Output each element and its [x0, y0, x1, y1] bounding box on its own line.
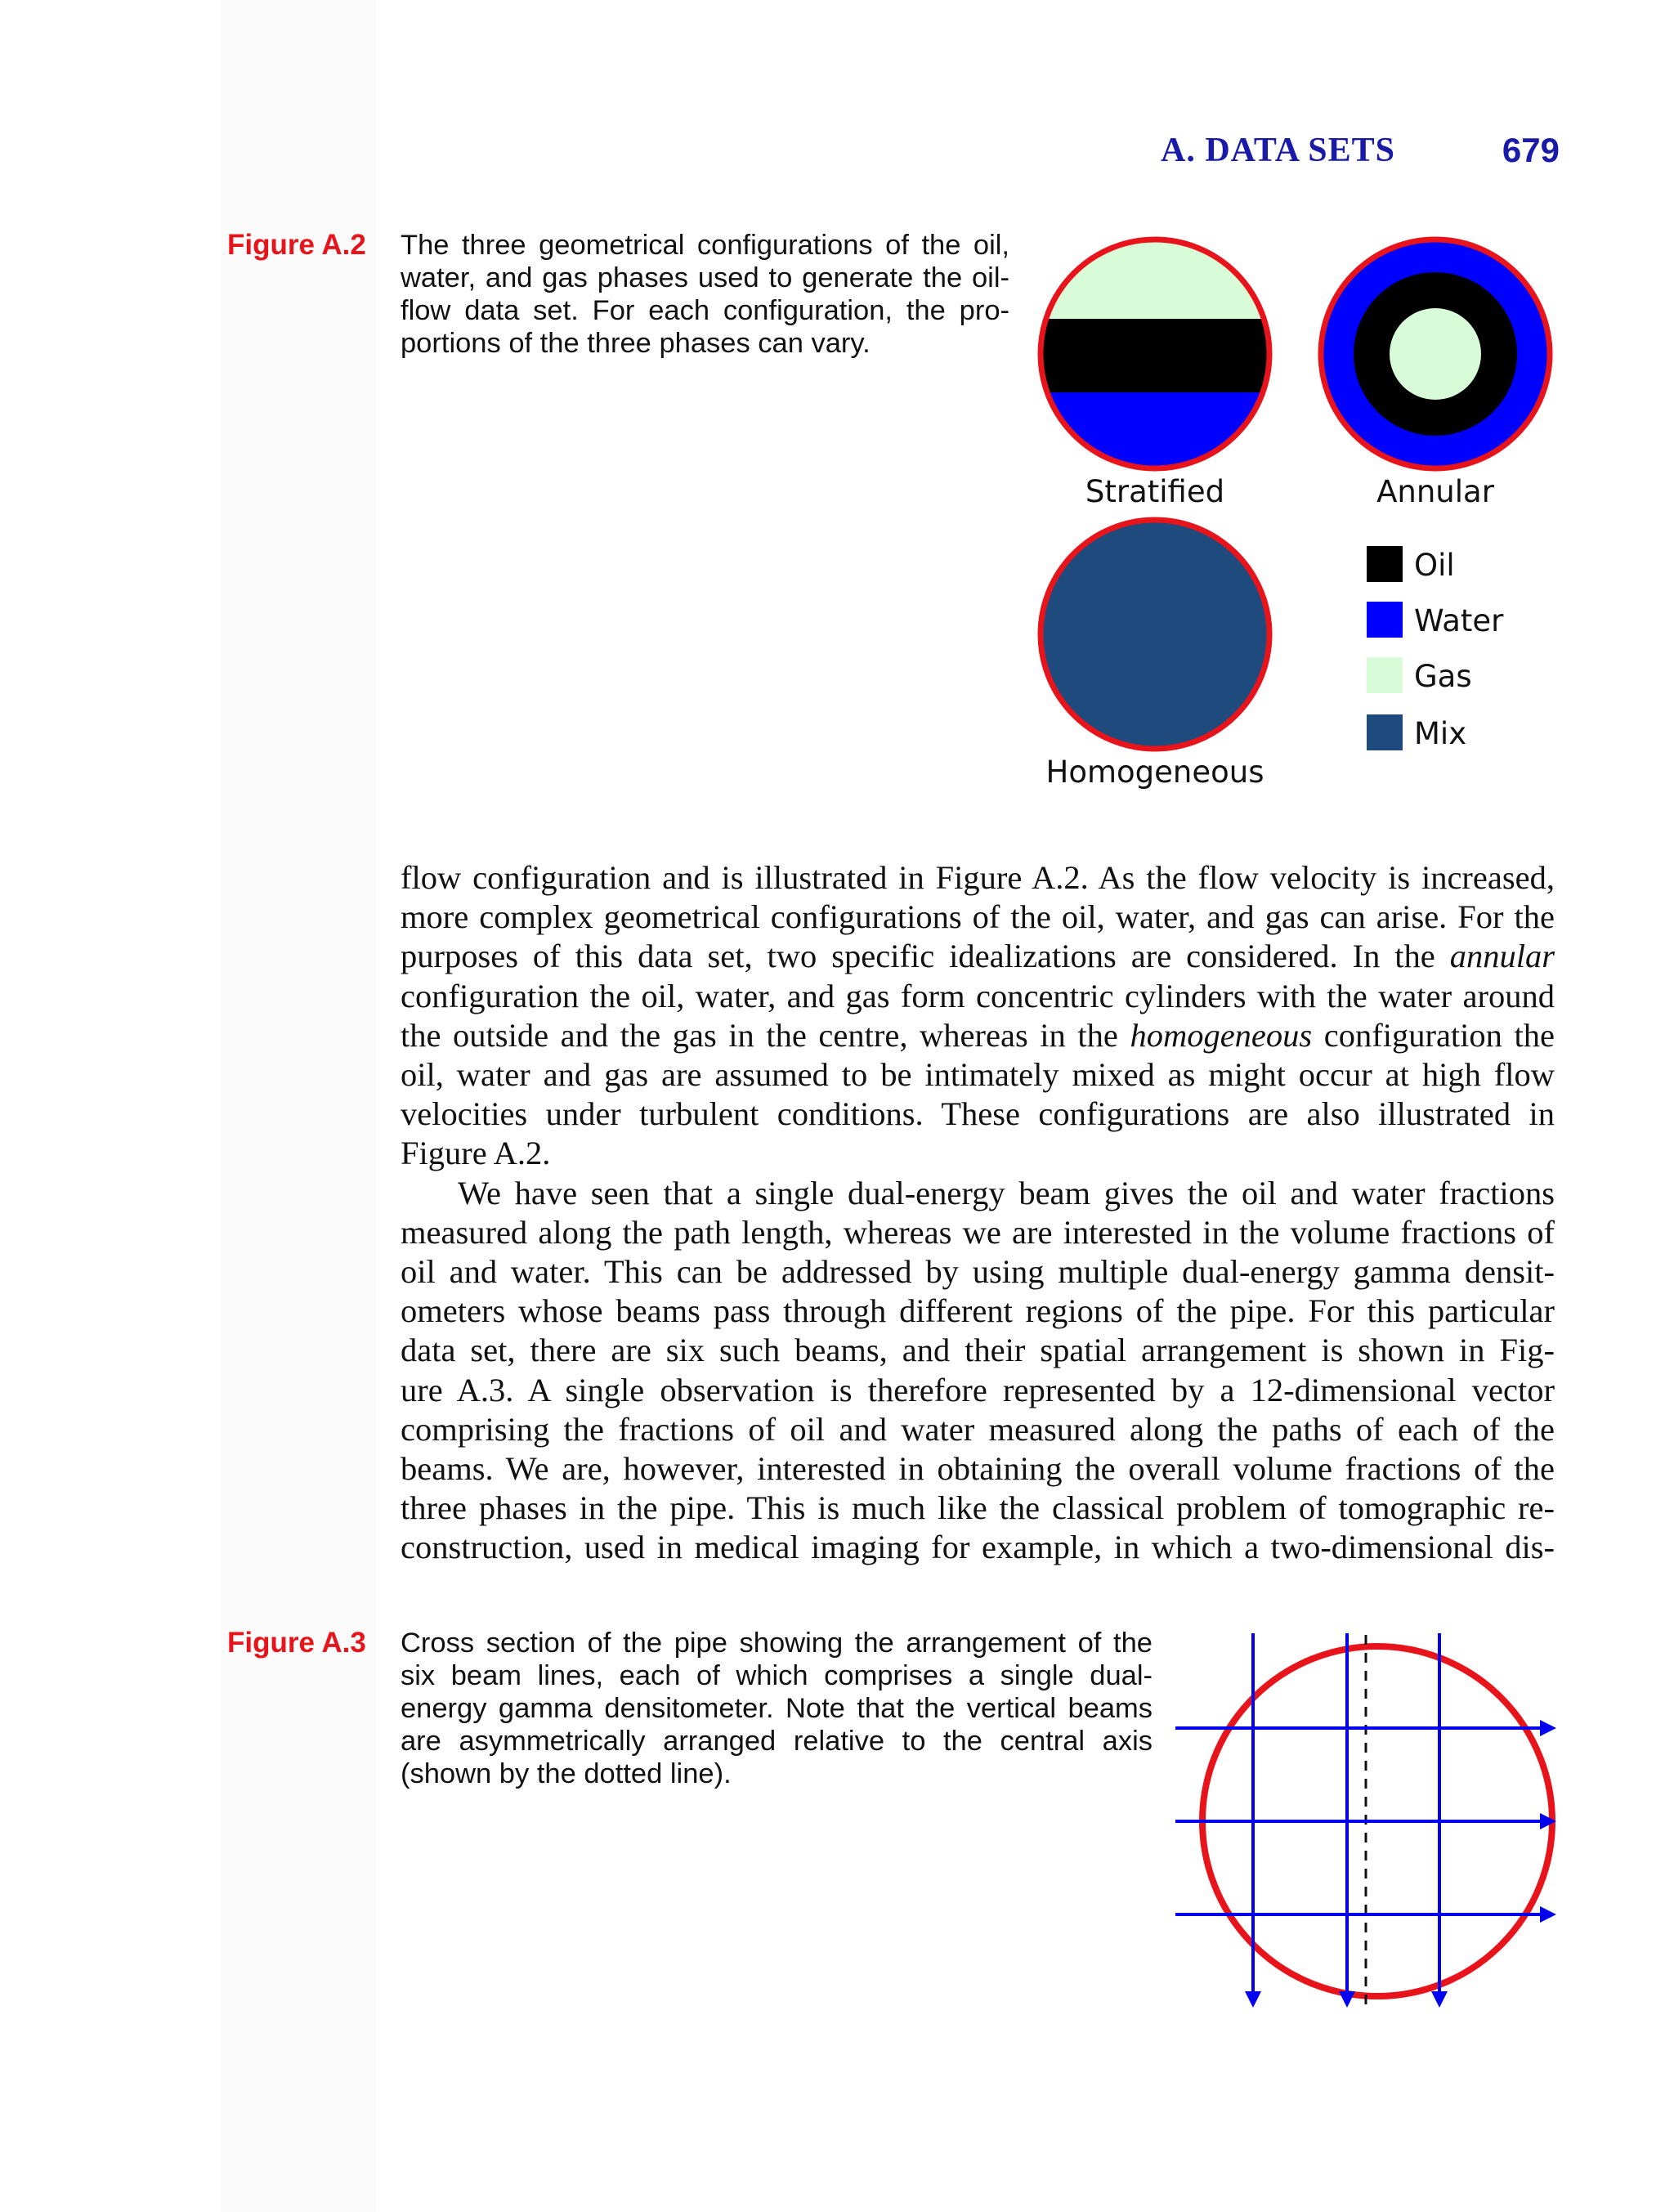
body-line: data set, there are six such beams, and their spatial arrangement is shown in Fig-	[401, 1332, 1555, 1369]
body-line-text: the outside and the gas in the centre, whereas in the	[401, 1016, 1130, 1054]
legend-swatch-oil	[1367, 546, 1403, 582]
body-line: Figure A.2.	[401, 1135, 551, 1172]
caption-line: water, and gas phases used to generate the oil-	[401, 262, 1009, 293]
figure-a3-label: Figure A.3	[227, 1627, 366, 1659]
body-line: velocities under turbulent conditions. These configurations are also illustrated in	[401, 1095, 1555, 1133]
legend-label-water: Water	[1414, 603, 1504, 638]
running-header-title: A. DATA SETS	[1161, 132, 1396, 169]
figure-a2-diagram	[1022, 229, 1578, 801]
homogeneous-label: Homogeneous	[1045, 754, 1264, 790]
stratified-pipe	[1038, 237, 1275, 474]
body-line: oil, water and gas are assumed to be intimately mixed as might occur at high flow	[401, 1056, 1555, 1094]
body-line: beams. We are, however, interested in obtaining the overall volume fractions of the	[401, 1450, 1555, 1488]
body-line: ure A.3. A single observation is therefore represented by a 12-dimensional vector	[401, 1371, 1555, 1408]
page-margin-shading	[221, 0, 376, 2212]
legend-swatch-water	[1367, 602, 1403, 638]
body-line: measured along the path length, whereas we are interested in the volume fractions of	[401, 1213, 1555, 1251]
page-number: 679	[1502, 131, 1560, 169]
caption-line: (shown by the dotted line).	[401, 1758, 732, 1789]
figure-a2-label: Figure A.2	[227, 229, 366, 261]
body-line: construction, used in medical imaging for example, in which a two-dimensional dis-	[401, 1529, 1555, 1566]
body-line: configuration the oil, water, and gas form concentric cylinders with the water around	[401, 977, 1555, 1014]
caption-line: six beam lines, each of which comprises a single dual-	[401, 1660, 1153, 1691]
body-line: comprising the fractions of oil and water measured along the paths of each of the	[401, 1410, 1555, 1448]
homogeneous-pipe	[1041, 520, 1269, 749]
annular-label: Annular	[1376, 474, 1494, 509]
emphasis-term: homogeneous	[1130, 1016, 1313, 1054]
legend-swatch-mix	[1367, 714, 1403, 750]
body-line: three phases in the pipe. This is much like the classical problem of tomographic re-	[401, 1489, 1555, 1527]
stratified-label: Stratified	[1085, 474, 1225, 509]
body-line-text: purposes of this data set, two specific idealizations are considered. In the	[401, 938, 1450, 975]
emphasis-term: annular	[1449, 938, 1555, 975]
body-line-text: configuration the	[1312, 1016, 1555, 1054]
annular-pipe	[1321, 240, 1550, 468]
body-line: more complex geometrical configurations of the oil, water, and gas can arise. For the	[401, 898, 1555, 936]
body-line: oil and water. This can be addressed by using multiple dual-energy gamma densit-	[401, 1253, 1555, 1291]
figure-a2-caption	[401, 229, 1009, 360]
body-line: We have seen that a single dual-energy beam gives the oil and water fractions	[458, 1174, 1555, 1211]
caption-line: The three geometrical configurations of the oil,	[401, 230, 1009, 261]
legend-label-oil: Oil	[1414, 548, 1455, 583]
legend-label-mix: Mix	[1414, 716, 1467, 751]
gas-core	[1390, 308, 1481, 400]
caption-line: portions of the three phases can vary.	[401, 328, 871, 359]
legend-swatch-gas	[1367, 657, 1403, 693]
body-line	[401, 1016, 1555, 1055]
body-line: ometers whose beams pass through different regions of the pipe. For this particular	[401, 1292, 1555, 1330]
body-line	[401, 937, 1555, 976]
caption-line: flow data set. For each configuration, the pro-	[401, 295, 1009, 326]
caption-line: energy gamma densitometer. Note that the vertical beams	[401, 1693, 1153, 1724]
caption-line: Cross section of the pipe showing the arrangement of the	[401, 1628, 1153, 1659]
legend-label-gas: Gas	[1414, 659, 1472, 694]
figure-a3-diagram	[1161, 1627, 1569, 2019]
oil-layer	[1038, 319, 1275, 392]
legend	[1367, 546, 1504, 751]
body-text	[401, 858, 1555, 1568]
caption-line: are asymmetrically arranged relative to the central axis	[401, 1726, 1153, 1757]
figure-a3-caption	[401, 1627, 1153, 1790]
body-line: flow configuration and is illustrated in Figure A.2. As the flow velocity is increased,	[401, 859, 1555, 896]
